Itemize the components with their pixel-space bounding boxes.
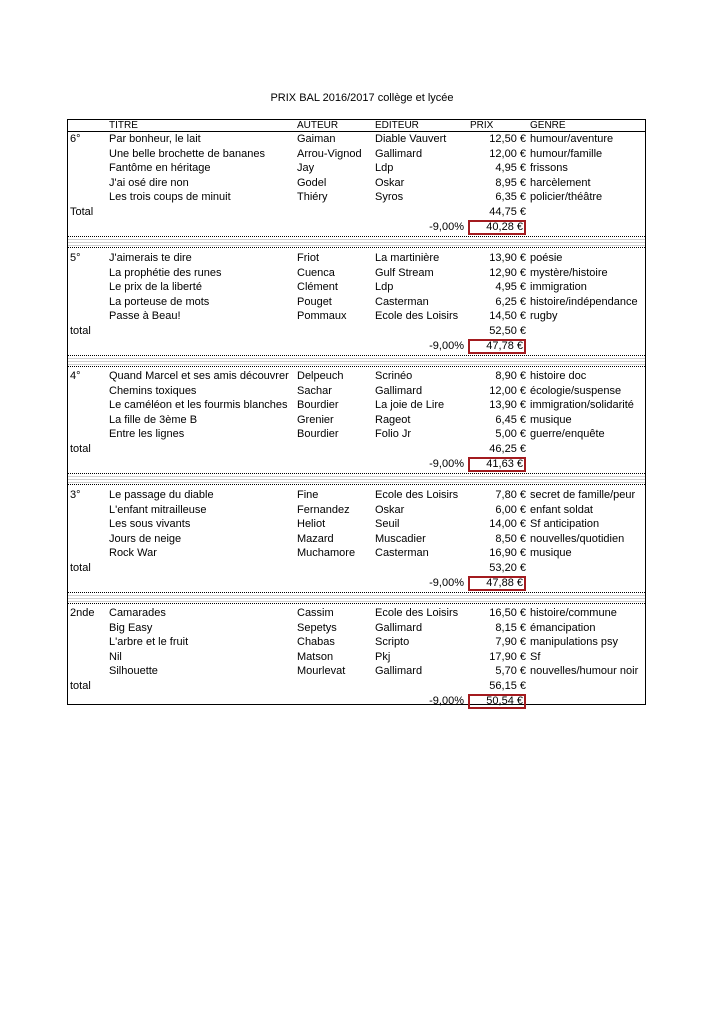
grade-label: 2nde [70,607,95,619]
grade-label: 5° [70,252,81,264]
table-row [68,517,645,532]
discount-row [68,457,645,472]
discount-percent: -9,00% [429,576,464,589]
book-title: Le prix de la liberté [109,281,202,294]
grade-label: 4° [70,370,81,382]
book-author: Delpeuch [297,370,344,382]
book-author: Grenier [297,413,334,426]
book-genre: histoire/commune [530,607,617,619]
book-title: Camarades [109,607,166,619]
book-title: La porteuse de mots [109,295,210,308]
total-value: 52,50 € [489,325,526,337]
book-genre: enfant soldat [530,503,593,516]
total-value: 46,25 € [489,443,526,455]
table-row [68,664,645,679]
book-author: Pouget [297,295,332,308]
book-price: 8,50 € [495,532,526,545]
discount-row [68,694,645,709]
book-editor: Oskar [375,176,405,189]
book-genre: secret de famille/peur [530,489,636,501]
book-genre: Sf anticipation [530,518,600,531]
discounted-total: 41,63 € [468,457,526,472]
book-genre: émancipation [530,621,596,634]
header-genre: GENRE [530,120,566,131]
book-editor: Ecole des Loisirs [375,607,459,619]
table-row [68,532,645,547]
discount-percent: -9,00% [429,694,464,707]
book-genre: histoire/indépendance [530,295,638,308]
table-row [68,369,645,384]
table-row [68,635,645,650]
book-title: Le passage du diable [109,489,214,501]
table-row [68,132,645,147]
total-row [68,679,645,694]
table-row [68,295,645,310]
book-genre: immigration [530,281,587,294]
book-title: J'ai osé dire non [109,176,189,189]
book-genre: manipulations psy [530,636,619,649]
table-row [68,427,645,442]
book-genre: frissons [530,162,568,175]
book-editor: Gallimard [375,147,423,160]
discount-percent: -9,00% [429,339,464,352]
book-title: Quand Marcel et ses amis découvrer [109,370,289,382]
book-price: 14,50 € [489,310,526,323]
table-row [68,413,645,428]
table-row [68,251,645,266]
book-editor: Casterman [375,295,429,308]
header-auteur: AUTEUR [297,120,339,131]
discount-row [68,220,645,235]
book-editor: Diable Vauvert [375,133,447,145]
book-editor: Casterman [375,547,429,560]
book-author: Godel [297,176,327,189]
book-genre: nouvelles/quotidien [530,532,625,545]
book-editor: Seuil [375,518,400,531]
book-author: Mourlevat [297,665,346,678]
book-editor: Scripto [375,636,410,649]
discounted-total: 40,28 € [468,220,526,235]
total-label: Total [70,206,94,218]
book-editor: Gulf Stream [375,266,434,279]
discount-row [68,576,645,591]
book-title: Les trois coups de minuit [109,191,231,204]
book-author: Sepetys [297,621,337,634]
total-label: total [70,443,91,455]
book-title: La fille de 3ème B [109,413,198,426]
book-editor: Folio Jr [375,428,412,441]
table-row [68,280,645,295]
book-author: Muchamore [297,547,356,560]
book-editor: Gallimard [375,384,423,397]
total-label: total [70,325,91,337]
price-table [67,119,646,705]
book-author: Bourdier [297,428,339,441]
book-title: J'aimerais te dire [109,252,192,264]
book-genre: poésie [530,252,563,264]
book-editor: Ecole des Loisirs [375,489,459,501]
book-genre: guerre/enquête [530,428,605,441]
book-author: Thiéry [297,191,328,204]
book-genre: humour/famille [530,147,603,160]
book-title: Big Easy [109,621,153,634]
table-row [68,176,645,191]
book-genre: mystère/histoire [530,266,608,279]
section-separator [68,355,645,367]
book-author: Heliot [297,518,326,531]
book-price: 6,45 € [495,413,526,426]
table-row [68,190,645,205]
book-author: Chabas [297,636,335,649]
table-row [68,147,645,162]
book-price: 8,95 € [495,176,526,189]
book-title: L'arbre et le fruit [109,636,189,649]
book-editor: Rageot [375,413,411,426]
book-price: 7,80 € [495,489,526,501]
discounted-total: 50,54 € [468,694,526,709]
book-price: 4,95 € [495,162,526,175]
table-row [68,309,645,324]
book-price: 12,00 € [489,384,526,397]
table-row [68,606,645,621]
table-row [68,650,645,665]
table-row [68,546,645,561]
grade-label: 6° [70,133,81,145]
table-header [68,120,645,132]
book-genre: Sf [530,650,541,663]
book-author: Pommaux [297,310,347,323]
section-separator [68,236,645,248]
book-price: 8,90 € [495,370,526,382]
book-title: Chemins toxiques [109,384,197,397]
book-title: Les sous vivants [109,518,191,531]
book-editor: Ecole des Loisirs [375,310,459,323]
book-title: Une belle brochette de bananes [109,147,265,160]
book-genre: policier/théâtre [530,191,603,204]
book-price: 12,90 € [489,266,526,279]
book-title: Rock War [109,547,157,560]
table-row [68,398,645,413]
book-title: Nil [109,650,122,663]
book-price: 6,00 € [495,503,526,516]
book-title: La prophétie des runes [109,266,222,279]
book-title: L'enfant mitrailleuse [109,503,207,516]
book-price: 7,90 € [495,636,526,649]
book-genre: musique [530,547,572,560]
book-author: Bourdier [297,399,339,412]
book-title: Jours de neige [109,532,182,545]
total-value: 56,15 € [489,680,526,692]
book-price: 5,00 € [495,428,526,441]
book-author: Mazard [297,532,334,545]
book-genre: écologie/suspense [530,384,622,397]
total-label: total [70,680,91,692]
book-editor: Gallimard [375,621,423,634]
total-row [68,324,645,339]
header-editeur: EDITEUR [375,120,419,131]
total-row [68,442,645,457]
book-author: Friot [297,252,319,264]
total-value: 44,75 € [489,206,526,218]
book-title: Par bonheur, le lait [109,133,201,145]
book-price: 17,90 € [489,650,526,663]
book-author: Fernandez [297,503,350,516]
total-row [68,561,645,576]
book-title: Le caméléon et les fourmis blanches [109,399,288,412]
book-editor: Scrinéo [375,370,413,382]
book-author: Jay [297,162,315,175]
book-genre: histoire doc [530,370,587,382]
book-price: 16,50 € [489,607,526,619]
book-price: 4,95 € [495,281,526,294]
book-author: Fine [297,489,319,501]
book-price: 5,70 € [495,665,526,678]
book-editor: Gallimard [375,665,423,678]
book-editor: Ldp [375,162,394,175]
book-price: 16,90 € [489,547,526,560]
book-genre: humour/aventure [530,133,614,145]
book-price: 13,90 € [489,399,526,412]
book-author: Clément [297,281,338,294]
book-editor: La martinière [375,252,440,264]
book-genre: musique [530,413,572,426]
book-author: Sachar [297,384,332,397]
book-genre: rugby [530,310,558,323]
book-price: 8,15 € [495,621,526,634]
book-genre: harcèlement [530,176,591,189]
table-row [68,621,645,636]
table-row [68,488,645,503]
table-row [68,266,645,281]
book-author: Cassim [297,607,334,619]
table-row [68,384,645,399]
book-price: 6,35 € [495,191,526,204]
book-title: Passe à Beau! [109,310,181,323]
table-row [68,503,645,518]
book-author: Matson [297,650,334,663]
book-title: Fantôme en héritage [109,162,211,175]
section-separator [68,592,645,604]
book-editor: Syros [375,191,404,204]
book-author: Cuenca [297,266,335,279]
book-editor: Pkj [375,650,391,663]
grade-label: 3° [70,489,81,501]
book-author: Gaiman [297,133,336,145]
discount-percent: -9,00% [429,457,464,470]
total-value: 53,20 € [489,562,526,574]
book-title: Silhouette [109,665,158,678]
book-genre: immigration/solidarité [530,399,634,412]
book-price: 14,00 € [489,518,526,531]
total-row [68,205,645,220]
discounted-total: 47,88 € [468,576,526,591]
header-prix: PRIX [470,120,494,131]
book-price: 6,25 € [495,295,526,308]
book-price: 12,50 € [489,133,526,145]
book-title: Entre les lignes [109,428,185,441]
book-editor: Oskar [375,503,405,516]
section-separator [68,473,645,485]
book-editor: Muscadier [375,532,426,545]
book-price: 12,00 € [489,147,526,160]
book-author: Arrou-Vignod [297,147,362,160]
discount-row [68,339,645,354]
discount-percent: -9,00% [429,220,464,233]
book-editor: La joie de Lire [375,399,445,412]
header-titre: TITRE [109,120,138,131]
table-row [68,161,645,176]
total-label: total [70,562,91,574]
book-price: 13,90 € [489,252,526,264]
book-editor: Ldp [375,281,394,294]
book-genre: nouvelles/humour noir [530,665,639,678]
page-title: PRIX BAL 2016/2017 collège et lycée [270,92,454,104]
discounted-total: 47,78 € [468,339,526,354]
